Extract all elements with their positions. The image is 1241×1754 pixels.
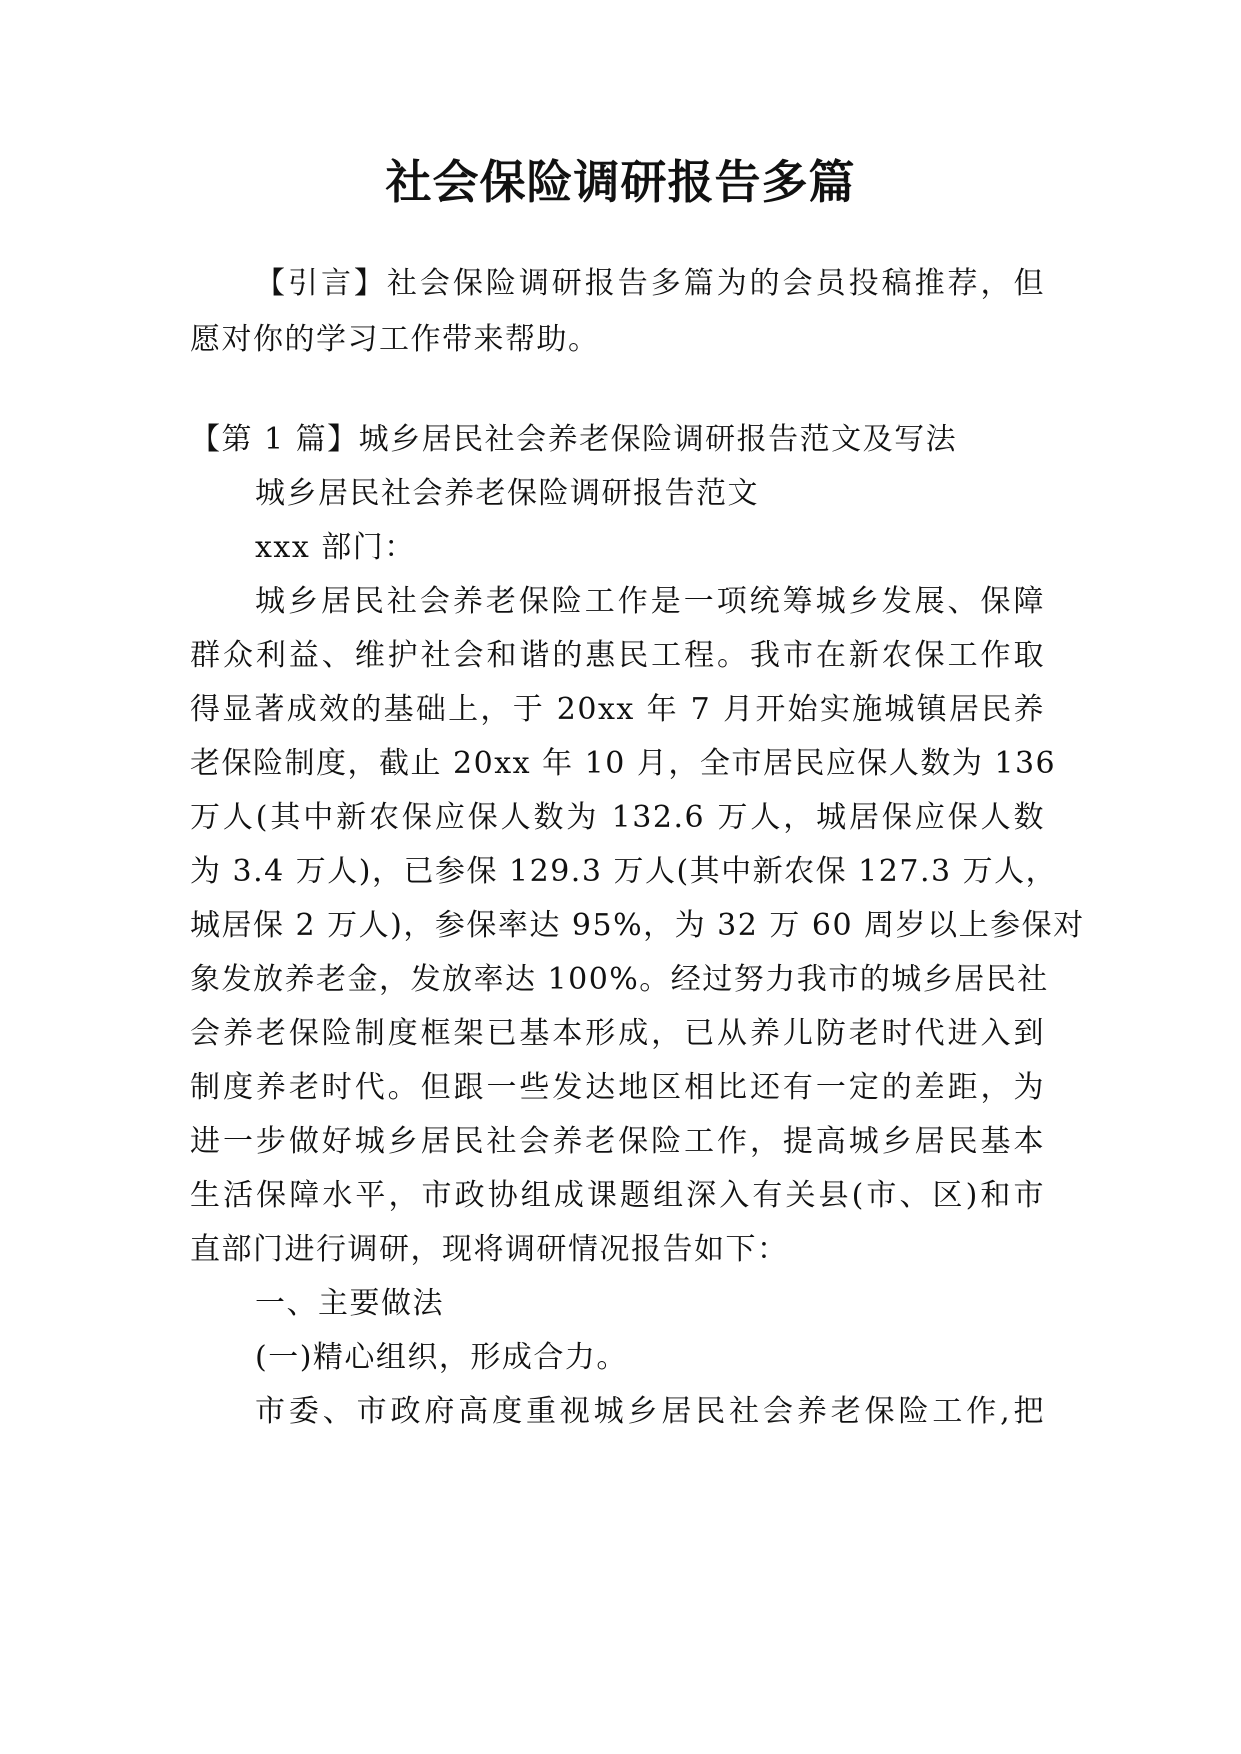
body-line-10: 制度养老时代。但跟一些发达地区相比还有一定的差距，为	[190, 1070, 1045, 1105]
document-subtitle: 城乡居民社会养老保险调研报告范文	[255, 476, 759, 511]
body-line-11: 进一步做好城乡居民社会养老保险工作，提高城乡居民基本	[190, 1124, 1045, 1159]
body-line-8: 象发放养老金，发放率达 100%。经过努力我市的城乡居民社	[190, 962, 1049, 997]
body-line-7: 城居保 2 万人)，参保率达 95%，为 32 万 60 周岁以上参保对	[190, 908, 1085, 943]
salutation: xxx 部门：	[255, 530, 416, 565]
body-line-13: 直部门进行调研，现将调研情况报告如下：	[190, 1232, 789, 1267]
subheading-organize: (一)精心组织，形成合力。	[255, 1340, 628, 1375]
body-line-1: 城乡居民社会养老保险工作是一项统筹城乡发展、保障	[255, 584, 1045, 619]
body-line-5: 万人(其中新农保应保人数为 132.6 万人，城居保应保人数	[190, 800, 1045, 835]
body-last-line: 市委、市政府高度重视城乡居民社会养老保险工作,把	[255, 1394, 1045, 1429]
section-heading: 【第 1 篇】城乡居民社会养老保险调研报告范文及写法	[190, 422, 958, 457]
body-line-6: 为 3.4 万人)，已参保 129.3 万人(其中新农保 127.3 万人，	[190, 854, 1058, 889]
body-line-9: 会养老保险制度框架已基本形成，已从养儿防老时代进入到	[190, 1016, 1045, 1051]
intro-line-2: 愿对你的学习工作带来帮助。	[190, 322, 600, 357]
body-line-12: 生活保障水平，市政协组成课题组深入有关县(市、区)和市	[190, 1178, 1045, 1213]
body-line-2: 群众利益、维护社会和谐的惠民工程。我市在新农保工作取	[190, 638, 1045, 673]
body-line-3: 得显著成效的基础上，于 20xx 年 7 月开始实施城镇居民养	[190, 692, 1045, 727]
heading-main-practices: 一、主要做法	[255, 1286, 444, 1321]
intro-line-1: 【引言】社会保险调研报告多篇为的会员投稿推荐，但	[255, 266, 1045, 301]
body-line-4: 老保险制度，截止 20xx 年 10 月，全市居民应保人数为 136	[190, 746, 1057, 781]
document-title: 社会保险调研报告多篇	[385, 155, 856, 209]
